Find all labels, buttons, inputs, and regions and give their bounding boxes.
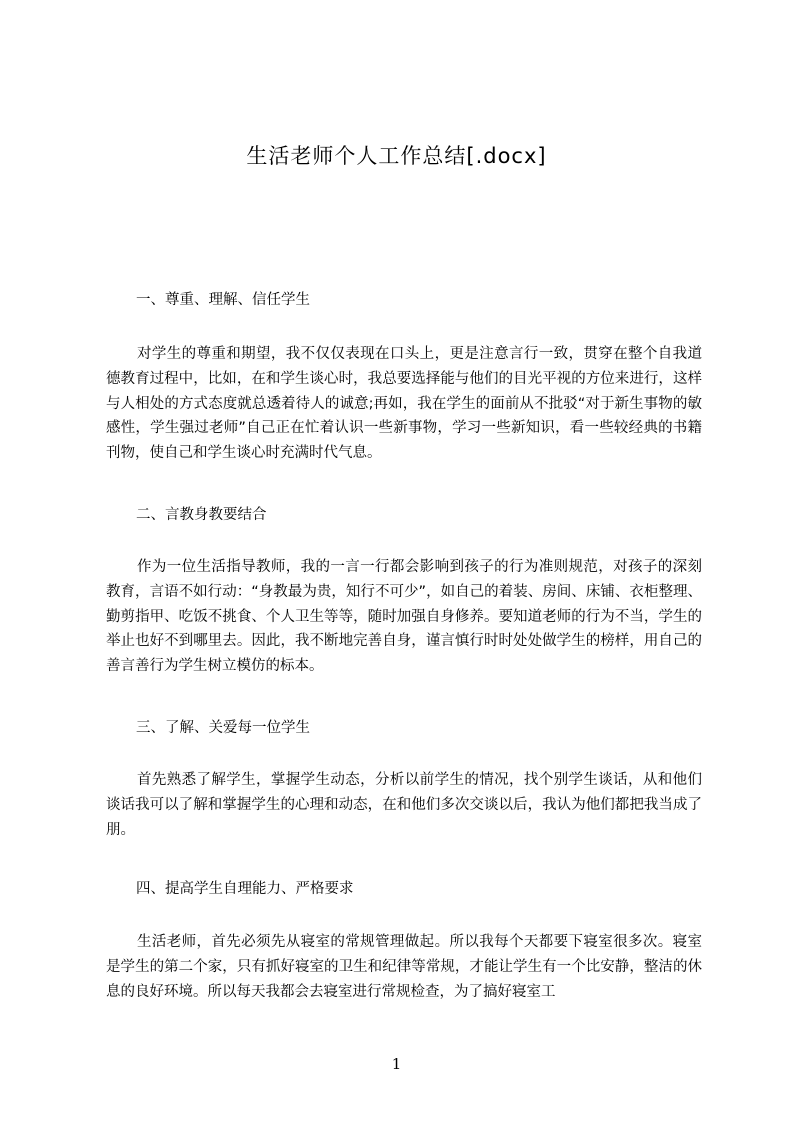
section-paragraph-3: 首先熟悉了解学生，掌握学生动态，分析以前学生的情况，找个别学生谈话，从和他们谈话我可以了解和掌握学生的心理和动态，在和他们多次交谈以后，我认为他们都把我当成了朋。: [106, 772, 702, 838]
section-paragraph-2: 作为一位生活指导教师，我的一言一行都会影响到孩子的行为准则规范，对孩子的深刻教育，言语不如行动：“身教最为贵，知行不可少”，如自己的着装、房间、床铺、衣柜整理、勤剪指甲、吃饭不挑食、个人卫生等等，随时加强自身修养。要知道老师的行为不当，学生的举止也好不到哪里去。因此，我不断地完善自身，谨言慎行时时处处做学生的榜样，用自己的善言善行为学生树立模仿的标本。: [106, 559, 702, 675]
section-heading-4: 四、提高学生自理能力、严格要求: [136, 881, 354, 897]
section-heading-2: 二、言教身教要结合: [136, 507, 267, 523]
section-paragraph-1: 对学生的尊重和期望，我不仅仅表现在口头上，更是注意言行一致，贯穿在整个自我道德教育过程中，比如，在和学生谈心时，我总要选择能与他们的目光平视的方位来进行，这样与人相处的方式态度就总透着待人的诚意;再如，我在学生的面前从不批驳“对于新生事物的敏感性，学生强过老师”自己正在忙着认识一些新事物，学习一些新知识，看一些较经典的书籍刊物，使自己和学生谈心时充满时代气息。: [106, 346, 702, 462]
section-heading-3: 三、了解、关爱每一位学生: [136, 720, 310, 736]
section-paragraph-4: 生活老师，首先必须先从寝室的常规管理做起。所以我每个天都要下寝室很多次。寝室是学生的第二个家，只有抓好寝室的卫生和纪律等常规，才能让学生有一个比安静，整洁的休息的良好环境。所以每天我都会去寝室进行常规检查，为了搞好寝室工: [106, 934, 702, 1000]
page-number: 1: [391, 1055, 402, 1073]
document-title: 生活老师个人工作总结[.docx]: [246, 144, 547, 168]
section-heading-1: 一、尊重、理解、信任学生: [136, 292, 310, 308]
